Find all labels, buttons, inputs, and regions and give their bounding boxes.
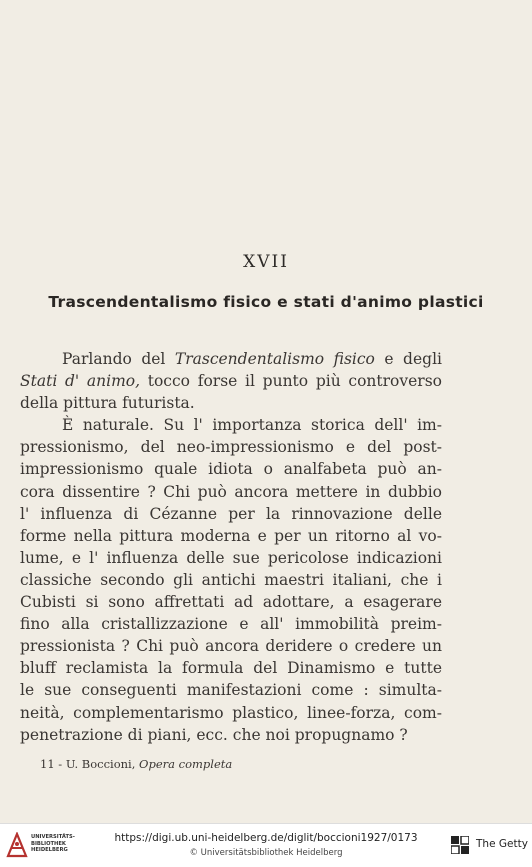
text-line: della pittura futurista.: [20, 394, 195, 413]
page-footnote: 11 - U. Boccioni, Opera completa: [40, 757, 233, 771]
text-line: pressionista ? Chi può ancora deridere o credere un: [20, 637, 442, 656]
text-line: Stati d' animo, tocco forse il punto più controverso: [20, 372, 442, 391]
text-line: Parlando del Trascendentalismo fisico e degli: [62, 350, 442, 368]
text-line: classiche secondo gli antichi maestri italiani, che i: [20, 570, 442, 589]
university-line: BIBLIOTHEK: [31, 840, 66, 847]
body-text: [20, 348, 442, 746]
text-line: lume, e l' influenza delle sue pericolose indicazioni: [20, 548, 442, 567]
text-line: le sue conseguenti manifestazioni come : simulta-: [20, 681, 442, 700]
text-line: neità, complementarismo plastico, linee-forza, com-: [20, 703, 442, 722]
text-line: impressionismo quale idiota o analfabeta può an-: [20, 460, 442, 479]
copyright-notice: © Universitätsbibliothek Heidelberg: [189, 848, 343, 858]
text-line: cora dissentire ? Chi può ancora mettere in dubbio: [20, 482, 442, 501]
text-line: È naturale. Su l' importanza storica dell' im-: [62, 416, 442, 435]
text-line: forme nella pittura moderna e per un ritorno al vo-: [20, 526, 442, 545]
text-line: penetrazione di piani, ecc. che noi propugnamo ?: [20, 725, 408, 744]
text-line: pressionismo, del neo-impressionismo e del post-: [20, 438, 442, 457]
viewer-footer: [0, 823, 532, 867]
chapter-number: XVII: [243, 252, 289, 272]
getty-logo-icon: [451, 836, 469, 854]
getty-label[interactable]: The Getty: [476, 838, 528, 850]
university-line: HEIDELBERG: [31, 847, 68, 853]
text-line: l' influenza di Cézanne per la rinnovazione delle: [20, 504, 442, 523]
text-line: Cubisti si sono affrettati ad adottare, a esagerare: [20, 593, 442, 612]
text-line: bluff reclamista la formula del Dinamismo e tutte: [20, 659, 442, 678]
university-line: UNIVERSITÄTS-: [31, 834, 75, 840]
permalink-url[interactable]: https://digi.ub.uni-heidelberg.de/diglit/boccioni1927/0173: [114, 832, 418, 844]
chapter-title: Trascendentalismo fisico e stati d'animo plastici: [48, 293, 484, 311]
text-line: fino alla cristallizzazione e all' immobilità preim-: [20, 615, 442, 634]
